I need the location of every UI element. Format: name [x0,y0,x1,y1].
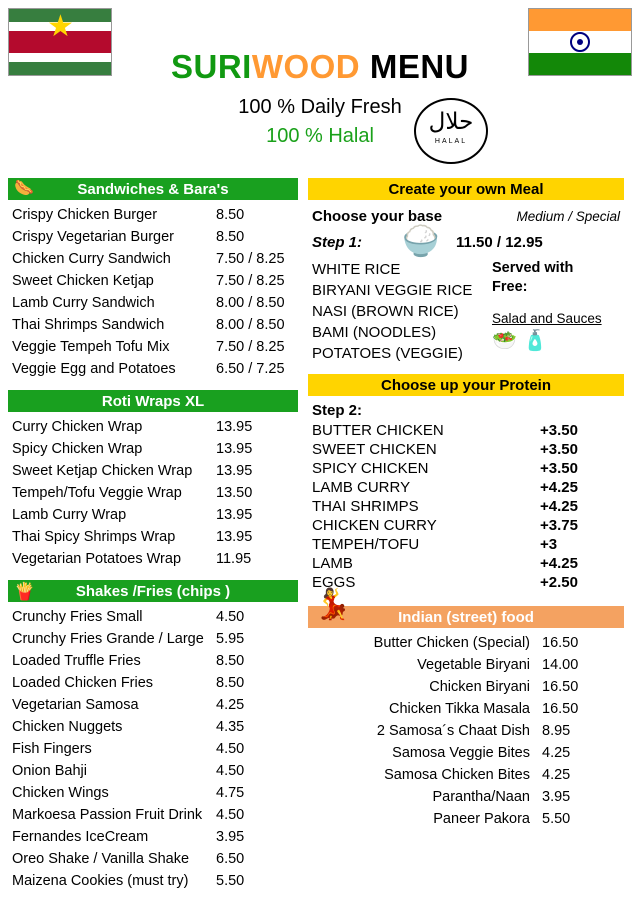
item-price: 4.35 [216,719,245,735]
base-option: BIRYANI VEGGIE RICE [312,282,473,299]
list-item [308,764,624,786]
section-title: Sandwiches & Bara's [77,180,229,198]
list-item [308,742,624,764]
item-name: Thai Spicy Shrimps Wrap [12,529,176,545]
list-item [308,720,624,742]
item-name: Samosa Veggie Bites [392,745,530,761]
item-name: Maizena Cookies (must try) [12,873,189,889]
item-name: LAMB [312,555,353,572]
item-price: 7.50 / 8.25 [216,273,285,289]
item-name: Veggie Tempeh Tofu Mix [12,339,170,355]
item-price: 4.50 [216,763,245,779]
item-price: +3.50 [540,460,578,477]
list-item [8,526,298,548]
item-name: Crunchy Fries Grande / Large [12,631,204,647]
right-column [308,178,624,902]
item-name: Butter Chicken (Special) [373,635,530,651]
list-item [308,632,624,654]
section-title: Roti Wraps XL [101,392,205,410]
list-item [8,804,298,826]
item-name: CHICKEN CURRY [312,517,437,534]
item-name: Chicken Nuggets [12,719,123,735]
list-item [8,548,298,570]
menu-body [0,178,640,902]
item-name: Onion Bahji [12,763,87,779]
item-name: Tempeh/Tofu Veggie Wrap [12,485,182,501]
item-name: SWEET CHICKEN [312,441,437,458]
base-options-list [312,259,492,364]
item-price: 3.95 [216,829,245,845]
item-name: Chicken Biryani [429,679,530,695]
fries-icon: 🍟 [14,581,36,601]
item-name: Chicken Curry Sandwich [12,251,171,267]
title-menu: MENU [360,48,469,85]
item-name: 2 Samosa´s Chaat Dish [376,723,530,739]
item-name: THAI SHRIMPS [312,498,419,515]
item-price: 8.50 [216,207,245,223]
section-header-create-meal [308,178,624,200]
item-name: Thai Shrimps Sandwich [12,317,165,333]
list-item [8,738,298,760]
title-wood: WOOD [251,48,361,85]
list-item [308,459,624,478]
base-option: BAMI (NOODLES) [312,324,437,341]
sandwiches-list [8,204,298,380]
item-name: Crunchy Fries Small [12,609,143,625]
item-price: 4.25 [542,767,571,783]
item-price: +4.25 [540,479,578,496]
step2-label: Step 2: [312,402,363,419]
item-name: SPICY CHICKEN [312,460,429,477]
served-free-line2: Free: [492,279,528,295]
step1-row [308,225,624,259]
section-header-shakes-fries [8,580,298,602]
list-item [8,482,298,504]
ashoka-chakra-icon [570,32,590,52]
step1-label: Step 1: [312,233,363,251]
list-item [8,292,298,314]
section-title: Choose up your Protein [380,376,551,394]
step1-prices: 11.50 / 12.95 [456,233,543,251]
list-item [8,358,298,380]
item-name: Chicken Tikka Masala [388,701,530,717]
item-name: Oreo Shake / Vanilla Shake [12,851,190,867]
halal-badge [414,98,488,164]
item-name: Vegetarian Samosa [12,697,139,713]
item-name: Spicy Chicken Wrap [12,441,143,457]
list-item [308,808,624,830]
item-name: Veggie Egg and Potatoes [12,361,176,377]
menu-header [0,0,640,178]
india-flag [528,8,632,76]
item-price: +3 [540,536,558,553]
base-option: WHITE RICE [312,261,401,278]
item-price: 5.50 [216,873,245,889]
item-price: 4.50 [216,807,245,823]
item-price: 7.50 / 8.25 [216,251,285,267]
item-price: 16.50 [542,701,579,717]
item-price: 13.95 [216,507,253,523]
size-label: Medium / Special [516,209,620,224]
list-item [8,826,298,848]
served-free-line1: Served with [492,260,574,276]
list-item [308,421,624,440]
halal-label: HALAL [434,138,468,145]
hotdog-icon: 🌭 [14,180,34,197]
list-item [308,478,624,497]
item-price: 8.95 [542,723,571,739]
item-price: 13.95 [216,463,253,479]
list-item [8,226,298,248]
protein-list [308,421,624,592]
item-name: Curry Chicken Wrap [12,419,143,435]
item-price: 13.95 [216,419,253,435]
list-item [8,848,298,870]
section-header-sandwiches [8,178,298,200]
item-name: BUTTER CHICKEN [312,422,444,439]
item-name: Vegetable Biryani [417,657,530,673]
item-price: +4.25 [540,555,578,572]
list-item [8,460,298,482]
served-free-box [492,259,620,364]
item-price: 6.50 / 7.25 [216,361,285,377]
section-title: Create your own Meal [388,180,544,198]
item-price: 16.50 [542,635,579,651]
list-item [8,314,298,336]
item-name: Lamb Curry Sandwich [12,295,155,311]
item-name: Chicken Wings [12,785,109,801]
title-suri: SURI [170,48,252,85]
item-name: Loaded Truffle Fries [12,653,141,669]
item-name: Markoesa Passion Fruit Drink [12,807,203,823]
list-item [8,606,298,628]
list-item [8,650,298,672]
list-item [308,516,624,535]
sauce-bottle-icon: 🧴 [522,330,548,352]
free-icons [492,328,620,353]
section-header-indian-street-food [308,588,624,628]
section-header-roti-wraps [8,390,298,412]
section-title: Indian (street) food [398,608,534,626]
list-item [308,786,624,808]
item-price: 5.95 [216,631,245,647]
list-item [8,628,298,650]
item-price: 13.95 [216,529,253,545]
item-name: Crispy Vegetarian Burger [12,229,174,245]
item-name: Paneer Pakora [433,811,530,827]
list-item [308,698,624,720]
base-option: NASI (BROWN RICE) [312,303,459,320]
rice-bowl-icon: 🍚 [402,225,440,258]
salad-icon: 🥗 [492,330,517,352]
list-item [308,554,624,573]
item-price: +3.50 [540,422,578,439]
list-item [308,573,624,592]
roti-wraps-list [8,416,298,570]
list-item [308,497,624,516]
item-price: 4.75 [216,785,245,801]
list-item [308,676,624,698]
list-item [8,336,298,358]
item-name: Crispy Chicken Burger [12,207,158,223]
item-price: 8.50 [216,675,245,691]
item-price: 14.00 [542,657,579,673]
shakes-fries-list [8,606,298,892]
list-item [8,248,298,270]
list-item [8,270,298,292]
choose-base-label: Choose your base [312,208,443,225]
item-price: 4.25 [542,745,571,761]
item-price: 13.95 [216,441,253,457]
list-item [308,535,624,554]
list-item [8,716,298,738]
item-price: 16.50 [542,679,579,695]
list-item [8,694,298,716]
item-name: Loaded Chicken Fries [12,675,154,691]
flag-stripe [529,53,631,75]
list-item [8,204,298,226]
item-name: Samosa Chicken Bites [384,767,530,783]
item-price: +4.25 [540,498,578,515]
flag-stripe [9,53,111,62]
list-item [308,654,624,676]
indian-street-food-list [308,632,624,830]
base-and-free [308,259,624,364]
item-name: EGGS [312,574,356,591]
item-price: 4.50 [216,741,245,757]
item-price: 8.00 / 8.50 [216,295,285,311]
list-item [8,870,298,892]
list-item [308,440,624,459]
item-price: 5.50 [542,811,571,827]
item-price: 4.50 [216,609,245,625]
item-price: 8.00 / 8.50 [216,317,285,333]
item-price: 3.95 [542,789,571,805]
halal-arabic-text: حلال [428,109,474,135]
choose-base-header [308,204,624,225]
base-option: POTATOES (VEGGIE) [312,345,463,362]
item-name: LAMB CURRY [312,479,411,496]
item-price: 4.25 [216,697,245,713]
dancer-icon: 💃 [314,588,352,621]
item-price: 6.50 [216,851,245,867]
item-name: Sweet Chicken Ketjap [12,273,154,289]
item-price: 7.50 / 8.25 [216,339,285,355]
item-name: Vegetarian Potatoes Wrap [12,551,182,567]
list-item [8,672,298,694]
list-item [8,416,298,438]
item-name: Lamb Curry Wrap [12,507,127,523]
item-price: +3.50 [540,441,578,458]
item-name: Sweet Ketjap Chicken Wrap [12,463,193,479]
list-item [8,504,298,526]
subtitle-daily-fresh: 100 % Daily Fresh [238,96,402,118]
section-header-protein [308,374,624,396]
flag-stripe [529,9,631,31]
item-price: 8.50 [216,653,245,669]
list-item [8,760,298,782]
list-item [8,438,298,460]
section-title: Shakes /Fries (chips ) [75,582,231,600]
item-name: Parantha/Naan [432,789,530,805]
create-meal-box [308,204,624,364]
item-price: 11.95 [216,551,252,567]
flag-stripe [9,62,111,75]
item-price: +3.75 [540,517,578,534]
list-item [8,782,298,804]
subtitle-halal: 100 % Halal [266,125,374,147]
item-price: 13.50 [216,485,253,501]
item-price: +2.50 [540,574,578,591]
salad-sauces-label: Salad and Sauces [492,311,602,326]
suriname-flag [8,8,112,76]
item-name: Fernandes IceCream [12,829,149,845]
item-name: Fish Fingers [12,741,92,757]
item-name: TEMPEH/TOFU [312,536,420,553]
item-price: 8.50 [216,229,245,245]
left-column [8,178,298,902]
